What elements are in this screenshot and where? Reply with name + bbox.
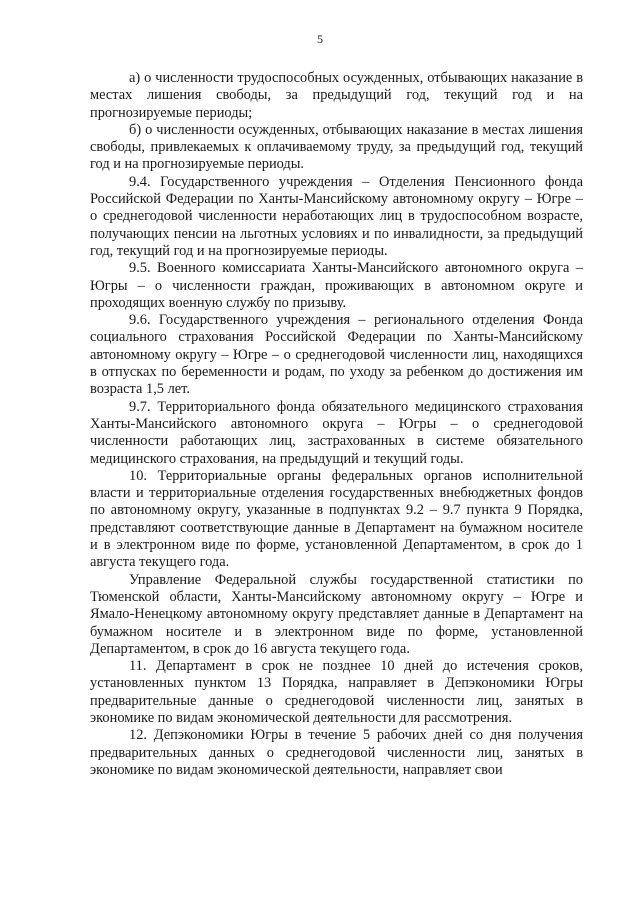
paragraph-10: 10. Территориальные органы федеральных органов исполнительной власти и территориальные отделения государственных внебюджетных фондов по автономному округу, указанные в подпунктах 9.2 – 9.7 пункта 9 Порядка, представляют соответствующие данные в Департамент на бумажном носителе и в электронном виде по форме, установленной Департаментом, в срок до 1 августа текущего года. [90,467,583,571]
paragraph-9-4: 9.4. Государственного учреждения – Отделения Пенсионного фонда Российской Федерации по Ханты-Мансийскому автономному округу – Югре – о среднегодовой численности неработающих лиц в трудоспособном возрасте, получающих пенсии на льготных условиях и по инвалидности, за предыдущий год, текущий год и на прогнозируемые периоды. [90,173,583,259]
paragraph-b: б) о численности осужденных, отбывающих наказание в местах лишения свободы, привлекаемых к оплачиваемому труду, за предыдущий год, текущий год и на прогнозируемые периоды. [90,121,583,173]
page-number: 5 [317,32,323,46]
paragraph-9-7: 9.7. Территориального фонда обязательного медицинского страхования Ханты-Мансийского автономного округа – Югры – о среднегодовой численности работающих лиц, застрахованных в системе обязательного медицинского страхования, на предыдущий и текущий годы. [90,398,583,467]
paragraph-a: а) о численности трудоспособных осужденных, отбывающих наказание в местах лишения свободы, за предыдущий год, текущий год и на прогнозируемые периоды; [90,70,583,121]
paragraph-9-5: 9.5. Военного комиссариата Ханты-Мансийского автономного округа – Югры – о численности граждан, проживающих в автономном округе и проходящих военную службу по призыву. [90,260,583,311]
paragraph-9-6: 9.6. Государственного учреждения – регионального отделения Фонда социального страхования Российской Федерации по Ханты-Мансийскому автономному округу – Югре – о среднегодовой численности лиц, находящихся в отпусках по беременности и родам, по уходу за ребенком до достижения им возраста 1,5 лет. [90,312,583,398]
paragraph-11: 11. Департамент в срок не позднее 10 дней до истечения сроков, установленных пунктом 13 Порядка, направляет в Депэкономики Югры предварительные данные о среднегодовой численности лиц, занятых в экономике по видам экономической деятельности для рассмотрения. [90,658,583,726]
document-body [90,70,583,779]
paragraph-rosstat: Управление Федеральной службы государственной статистики по Тюменской области, Ханты-Мансийскому автономному округу – Югре и Ямало-Ненецкому автономному округу представляет данные в Департамент на бумажном носителе и в электронном виде по форме, установленной Департаментом, в срок до 16 августа текущего года. [90,571,583,657]
paragraph-12: 12. Депэкономики Югры в течение 5 рабочих дней со дня получения предварительных данных о среднегодовой численности лиц, занятых в экономике по видам экономической деятельности, направляет свои [90,727,583,778]
